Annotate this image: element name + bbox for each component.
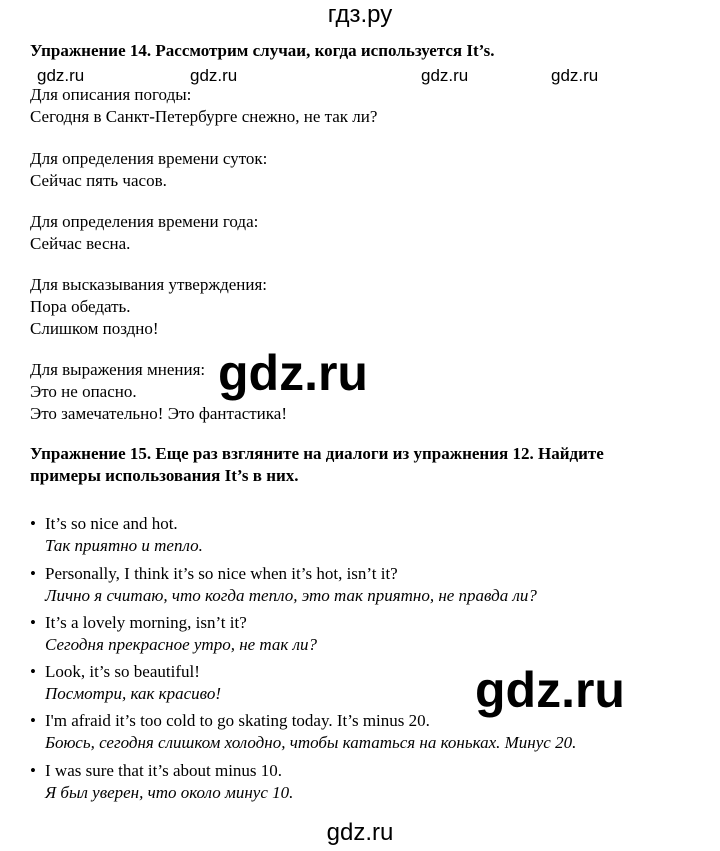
ex14-line: Для определения времени суток: <box>30 149 268 168</box>
bullet-glyph: • <box>30 613 36 632</box>
ex14-line: Это замечательно! Это фантастика! <box>30 404 287 423</box>
example-en: I'm afraid it’s too cold to go skating today. It’s minus 20. <box>45 711 430 730</box>
ex14-line: Пора обедать. <box>30 297 131 316</box>
example-ru: Лично я считаю, что когда тепло, это так приятно, не правда ли? <box>45 586 537 605</box>
bullet-glyph: • <box>30 761 36 780</box>
ex14-line: Для описания погоды: <box>30 85 192 104</box>
exercise-14-heading: Упражнение 14. Рассмотрим случаи, когда используется It’s. <box>30 41 495 60</box>
bullet-glyph: • <box>30 711 36 730</box>
example-ru: Посмотри, как красиво! <box>45 684 221 703</box>
ex14-line: Сегодня в Санкт-Петербурге снежно, не так ли? <box>30 107 378 126</box>
watermark-small-2: gdz.ru <box>190 66 238 85</box>
ex14-line: Сейчас весна. <box>30 234 131 253</box>
example-en: It’s a lovely morning, isn’t it? <box>45 613 247 632</box>
watermark-small-1: gdz.ru <box>37 66 85 85</box>
example-en: I was sure that it’s about minus 10. <box>45 761 283 780</box>
footer-watermark: gdz.ru <box>326 819 394 846</box>
bullet-glyph: • <box>30 514 36 533</box>
example-ru: Я был уверен, что около минус 10. <box>45 783 294 802</box>
ex14-line: Сейчас пять часов. <box>30 171 167 190</box>
ex14-line: Для определения времени года: <box>30 212 259 231</box>
header-watermark: гдз.ру <box>327 1 393 28</box>
ex14-line: Слишком поздно! <box>30 319 159 338</box>
watermark-small-3: gdz.ru <box>421 66 469 85</box>
ex14-line: Это не опасно. <box>30 382 137 401</box>
example-en: It’s so nice and hot. <box>45 514 178 533</box>
ex14-line: Для выражения мнения: <box>30 360 206 379</box>
watermark-right: gdz.ru <box>475 662 625 718</box>
bullet-glyph: • <box>30 662 36 681</box>
example-ru: Так приятно и тепло. <box>45 536 203 555</box>
ex14-line: Для высказывания утверждения: <box>30 275 268 294</box>
exercise-15-heading-line2: примеры использования It’s в них. <box>30 466 299 485</box>
example-ru: Боюсь, сегодня слишком холодно, чтобы кататься на коньках. Минус 20. <box>45 733 577 752</box>
example-ru: Сегодня прекрасное утро, не так ли? <box>45 635 318 654</box>
example-en: Look, it’s so beautiful! <box>45 662 200 681</box>
example-en: Personally, I think it’s so nice when it’s hot, isn’t it? <box>45 564 398 583</box>
watermark-mid: gdz.ru <box>218 345 368 401</box>
watermark-small-4: gdz.ru <box>551 66 599 85</box>
exercise-15-heading-line1: Упражнение 15. Еще раз взгляните на диалоги из упражнения 12. Найдите <box>30 444 604 463</box>
bullet-glyph: • <box>30 564 36 583</box>
